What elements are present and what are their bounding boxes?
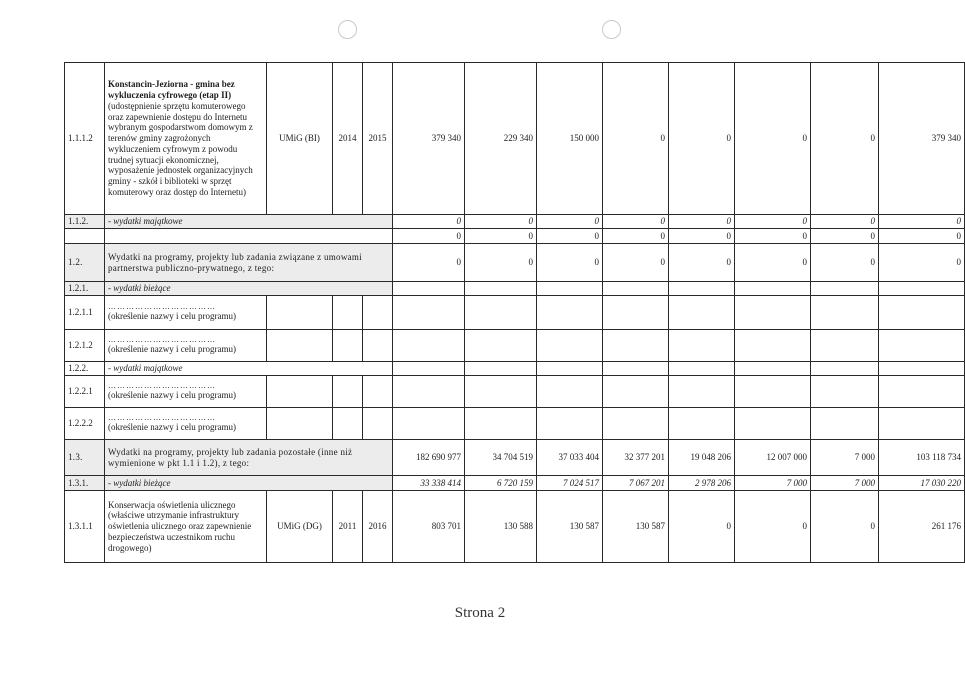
fill-dots: ……………………………… <box>108 413 216 423</box>
value-cell: 0 <box>393 229 465 244</box>
program-name-hint: (określenie nazwy i celu programu) <box>108 344 236 355</box>
row-code: 1.3.1.1 <box>65 491 105 563</box>
value-cell: 0 <box>669 215 735 229</box>
row-code: 1.1.2. <box>65 215 105 229</box>
period-from: 2011 <box>333 491 363 563</box>
program-name-cell <box>105 296 267 330</box>
row-code: 1.2.1.2 <box>65 330 105 362</box>
row-label <box>105 229 393 244</box>
row-code <box>65 229 105 244</box>
value-cell: 0 <box>811 215 879 229</box>
page-number: Strona 2 <box>454 605 506 621</box>
value-cell: 130 587 <box>603 491 669 563</box>
period-to: 2015 <box>363 63 393 215</box>
value-cell: 0 <box>603 215 669 229</box>
punch-hole-left <box>338 20 357 39</box>
value-cell: 0 <box>669 229 735 244</box>
value-cell: 0 <box>537 215 603 229</box>
task-details: (udostępnienie sprzętu komuterowego oraz zapewnienie dostępu do Internetu wybranym gospodarstwom domowym z terenów gminy zagrożonych wykluczeniem cyfrowym z powodu trudnej sytuacji ekonomicznej, wyposażenie jednostek organizacyjnych gminy - szkół i biblioteki w sprzęt komuterowy oraz dostęp do Internetu) <box>108 100 253 198</box>
row-code: 1.2.2.2 <box>65 408 105 440</box>
table-row-1-2-1-2 <box>65 330 965 362</box>
table-row-1-3-1 <box>65 476 965 491</box>
value-cell: 130 587 <box>537 491 603 563</box>
value-cell: 7 000 <box>811 440 879 476</box>
value-cell: 261 176 <box>879 491 965 563</box>
value-cell: 37 033 404 <box>537 440 603 476</box>
value-cell: 0 <box>735 215 811 229</box>
value-cell: 0 <box>537 244 603 282</box>
value-cell: 0 <box>811 63 879 215</box>
row-label: - wydatki bieżące <box>105 282 393 296</box>
value-cell: 0 <box>879 244 965 282</box>
table-row-1-2-2 <box>65 362 965 376</box>
value-cell: 0 <box>879 215 965 229</box>
row-code: 1.2.2.1 <box>65 376 105 408</box>
program-name-hint: (określenie nazwy i celu programu) <box>108 311 236 322</box>
row-code: 1.2. <box>65 244 105 282</box>
value-cell: 0 <box>393 244 465 282</box>
value-cell: 103 118 734 <box>879 440 965 476</box>
table-row-1-2-2-1 <box>65 376 965 408</box>
task-description <box>105 63 267 215</box>
value-cell: 0 <box>603 244 669 282</box>
value-cell: 6 720 159 <box>465 476 537 491</box>
value-cell: 229 340 <box>465 63 537 215</box>
value-cell: 0 <box>465 229 537 244</box>
value-cell: 0 <box>537 229 603 244</box>
row-label: - wydatki majątkowe <box>105 215 393 229</box>
value-cell: 7 067 201 <box>603 476 669 491</box>
punch-hole-right <box>602 20 621 39</box>
row-code: 1.1.1.2 <box>65 63 105 215</box>
fill-dots: ……………………………… <box>108 335 216 345</box>
row-code: 1.2.1.1 <box>65 296 105 330</box>
value-cell: 0 <box>735 491 811 563</box>
table-row-1-2-1 <box>65 282 965 296</box>
value-cell: 7 000 <box>811 476 879 491</box>
row-label: Wydatki na programy, projekty lub zadania pozostałe (inne niż wymienione w pkt 1.1 i 1.2), z tego: <box>105 440 393 476</box>
program-name-cell <box>105 376 267 408</box>
responsible-unit: UMiG (BI) <box>267 63 333 215</box>
value-cell: 0 <box>669 63 735 215</box>
value-cell: 0 <box>811 229 879 244</box>
value-cell: 34 704 519 <box>465 440 537 476</box>
financial-table <box>64 62 965 563</box>
program-name-hint: (określenie nazwy i celu programu) <box>108 390 236 401</box>
table-row-1-2-1-1 <box>65 296 965 330</box>
value-cell: 182 690 977 <box>393 440 465 476</box>
period-from: 2014 <box>333 63 363 215</box>
value-cell: 0 <box>603 229 669 244</box>
value-cell: 19 048 206 <box>669 440 735 476</box>
fill-dots: ……………………………… <box>108 381 216 391</box>
table-row-1-3-1-1 <box>65 491 965 563</box>
value-cell: 0 <box>735 244 811 282</box>
value-cell: 379 340 <box>879 63 965 215</box>
value-cell: 0 <box>669 491 735 563</box>
value-cell: 0 <box>603 63 669 215</box>
value-cell: 7 000 <box>735 476 811 491</box>
program-name-hint: (określenie nazwy i celu programu) <box>108 422 236 433</box>
value-cell: 0 <box>393 215 465 229</box>
row-code: 1.2.1. <box>65 282 105 296</box>
value-cell: 0 <box>735 229 811 244</box>
table-row-blank <box>65 229 965 244</box>
value-cell: 17 030 220 <box>879 476 965 491</box>
value-cell: 0 <box>465 215 537 229</box>
value-cell: 0 <box>879 229 965 244</box>
value-cell: 0 <box>811 244 879 282</box>
task-title: Konstancin-Jeziorna - gmina bez wykluczenia cyfrowego (etap II) <box>108 79 235 100</box>
program-name-cell <box>105 408 267 440</box>
value-cell: 0 <box>811 491 879 563</box>
value-cell: 2 978 206 <box>669 476 735 491</box>
value-cell: 130 588 <box>465 491 537 563</box>
table-row-1-2-2-2 <box>65 408 965 440</box>
program-name-cell <box>105 330 267 362</box>
responsible-unit: UMiG (DG) <box>267 491 333 563</box>
row-label: - wydatki bieżące <box>105 476 393 491</box>
value-cell: 0 <box>465 244 537 282</box>
table-row-1-1-2 <box>65 215 965 229</box>
period-to: 2016 <box>363 491 393 563</box>
value-cell: 0 <box>735 63 811 215</box>
table-row-1-2 <box>65 244 965 282</box>
value-cell: 7 024 517 <box>537 476 603 491</box>
task-description <box>105 491 267 563</box>
table-row-1-3 <box>65 440 965 476</box>
row-code: 1.2.2. <box>65 362 105 376</box>
value-cell: 12 007 000 <box>735 440 811 476</box>
table-row-1-1-1-2 <box>65 63 965 215</box>
value-cell: 803 701 <box>393 491 465 563</box>
row-code: 1.3.1. <box>65 476 105 491</box>
value-cell: 32 377 201 <box>603 440 669 476</box>
row-label: Wydatki na programy, projekty lub zadania związane z umowami partnerstwa publiczno-prywatnego, z tego: <box>105 244 393 282</box>
row-code: 1.3. <box>65 440 105 476</box>
value-cell: 33 338 414 <box>393 476 465 491</box>
row-label: - wydatki majątkowe <box>105 362 393 376</box>
value-cell: 0 <box>669 244 735 282</box>
task-title: Konserwacja oświetlenia ulicznego <box>108 499 236 510</box>
fill-dots: ……………………………… <box>108 302 216 312</box>
value-cell: 150 000 <box>537 63 603 215</box>
value-cell: 379 340 <box>393 63 465 215</box>
task-details: (właściwe utrzymanie infrastruktury oświetlenia ulicznego oraz zapewnienie bezpieczeństwa uczestnikom ruchu drogowego) <box>108 510 252 553</box>
